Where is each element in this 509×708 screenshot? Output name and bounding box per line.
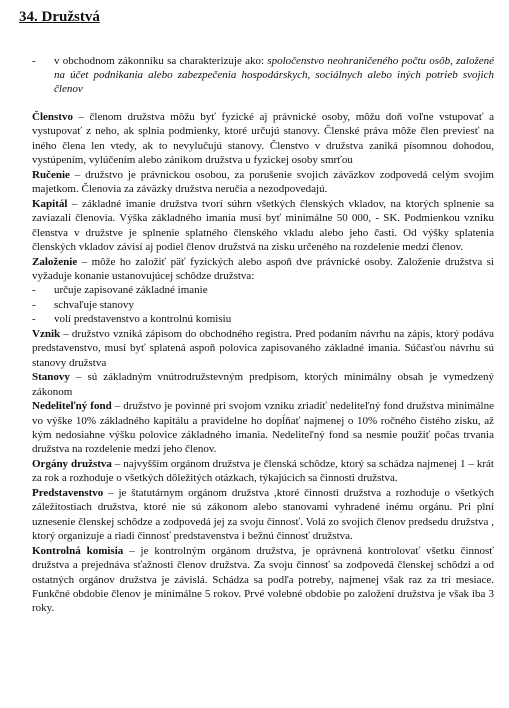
- term-kontrolna-komisia: Kontrolná komisia: [32, 544, 124, 557]
- paragraph-rucenie: [32, 168, 494, 197]
- paragraph-vznik: [32, 327, 494, 370]
- intro-plain-text: v obchodnom zákonníku sa charakterizuje ako:: [54, 55, 268, 67]
- intro-definition: [32, 54, 494, 97]
- text-predstavenstvo: – je štatutárnym orgánom družstva ,ktoré činnosti družstva a rozhoduje o všetkých záležitostiach družstva, ktoré nie sú zákonom alebo stanovami vyhradené inému orgánu. Pri plní uznesenie členskej schôdze a zodpovedá jej za svoju činnosť. Volá zo svojich členov predsedu družstva , ktorý organizuje a riadi činnosť predstavenstva i bežnú činnosť družstva.: [32, 486, 494, 543]
- term-nedelitelny-fond: Nedeliteľný fond: [32, 400, 112, 413]
- paragraph-nedelitelny-fond: [32, 399, 494, 457]
- section-heading: 34. Družstvá: [19, 9, 100, 25]
- text-vznik: – družstvo vzniká zápisom do obchodného registra. Pred podaním návrhu na zápis, ktorý podáva predstavenstvo, musí byť splatená aspoň polovica zapisovaného základné imania. Súčasťou návrhu sú stanovy družstva: [32, 327, 494, 369]
- term-kapital: Kapitál: [32, 197, 68, 210]
- list-bullet: -: [32, 284, 36, 297]
- list-item-text: schvaľuje stanovy: [54, 298, 134, 311]
- intro-italic-text: spoločenstvo neohraničeného počtu osôb, založené na účet podnikania alebo zabezpečenia hospodárskych, sociálnych alebo iných potrieb svojich členov: [54, 55, 494, 96]
- term-predstavenstvo: Predstavenstvo: [32, 486, 104, 499]
- text-nedelitelny-fond: – družstvo je povinné pri svojom vzniku zriadiť nedeliteľný fond družstva minimálne vo výške 10% základného kapitálu a pravidelne ho dopĺňať najmenej o 10% ročného čistého zisku, až kým nedosiahne výšku polovice základného imania. Nedeliteľný fond sa nesmie použiť počas trvania družstva na rozdelenie medzi jeho členov.: [32, 400, 495, 456]
- zalozenie-list: [32, 283, 494, 326]
- text-kapital: – základné imanie družstva tvorí súhrn všetkých členských vkladov, na ktorých splnenie sa zaviazali členovia. Výška základného imania musí byť minimálne 50 000, - SK. Podmienkou vzniku členstva v družstve je splnenie splatného členského vkladu alebo jeho časti. Od výšky splatenia členských vkladov závisí aj podiel členov družstvá na zisku určeného na rozdelenie medzi členov.: [32, 197, 494, 254]
- list-bullet: -: [32, 298, 36, 311]
- paragraph-kapital: [32, 197, 494, 255]
- paragraph-clenstvo: [32, 110, 494, 168]
- intro-text: [54, 54, 494, 97]
- list-bullet: -: [32, 313, 36, 326]
- paragraph-kontrolna-komisia: [32, 544, 494, 616]
- paragraph-organy: [32, 457, 494, 486]
- document-body: [32, 110, 494, 616]
- list-item: [32, 312, 494, 326]
- paragraph-zalozenie: [32, 255, 494, 284]
- term-stanovy: Stanovy: [32, 371, 70, 384]
- intro-bullet: -: [32, 55, 36, 67]
- paragraph-stanovy: [32, 370, 494, 399]
- list-item-text: určuje zapisované základné imanie: [54, 284, 208, 297]
- text-clenstvo: – členom družstva môžu byť fyzické aj právnické osoby, môžu doň voľne vstupovať a vystupovať z neho, ak splnia podmienky, ktoré určujú stanovy. Členské práva môže člen previesť na iného člena len vtedy, ak to nevylučujú stanovy. Členstvo v družstva zaniká písomnou dohodou, vystúpením, vylúčením alebo zánikom družstva u fyzickej osoby smrťou: [32, 111, 494, 167]
- term-vznik: Vznik: [32, 327, 61, 340]
- term-organy: Orgány družstva: [32, 457, 112, 470]
- text-stanovy: – sú základným vnútrodružstevným predpisom, ktorých minimálny obsah je vymedzený zákonom: [32, 371, 494, 398]
- text-zalozenie: – môže ho založiť päť fyzických alebo aspoň dve právnické osoby. Založenie družstva si vyžaduje konanie ustanovujúcej schôdze družstva:: [32, 255, 494, 282]
- list-item: [32, 298, 494, 312]
- paragraph-predstavenstvo: [32, 486, 494, 544]
- term-clenstvo: Členstvo: [32, 111, 73, 123]
- text-kontrolna-komisia: – je kontrolným orgánom družstva, je oprávnená kontrolovať všetku činnosť družstva a prejednáva sťažnosti členov družstva. Za svoju činnosť sa zodpovedá členskej schôdzi a od ostatných orgánov družstva je závislá. Schádza sa podľa potreby, najmenej však raz za tri mesiace. Funkčné obdobie členov je minimálne 5 rokov. Prvé volebné obdobie po založení družstva je však iba 3 roky.: [32, 544, 494, 615]
- list-item: [32, 283, 494, 297]
- list-item-text: volí predstavenstvo a kontrolnú komisiu: [54, 313, 232, 326]
- term-zalozenie: Založenie: [32, 255, 78, 268]
- term-rucenie: Ručenie: [32, 168, 70, 181]
- text-rucenie: – družstvo je právnickou osobou, za porušenie svojich záväzkov zodpovedá celým svojim majetkom. Členovia za záväzky družstva neručia a nezodpovedajú.: [32, 168, 494, 196]
- text-organy: – najvyšším orgánom družstva je členská schôdze, ktorý sa schádza najmenej 1 – krát za rok a rozhoduje o všetkých dôležitých otázkach, týkajúcich sa činnosti družstva.: [32, 457, 494, 485]
